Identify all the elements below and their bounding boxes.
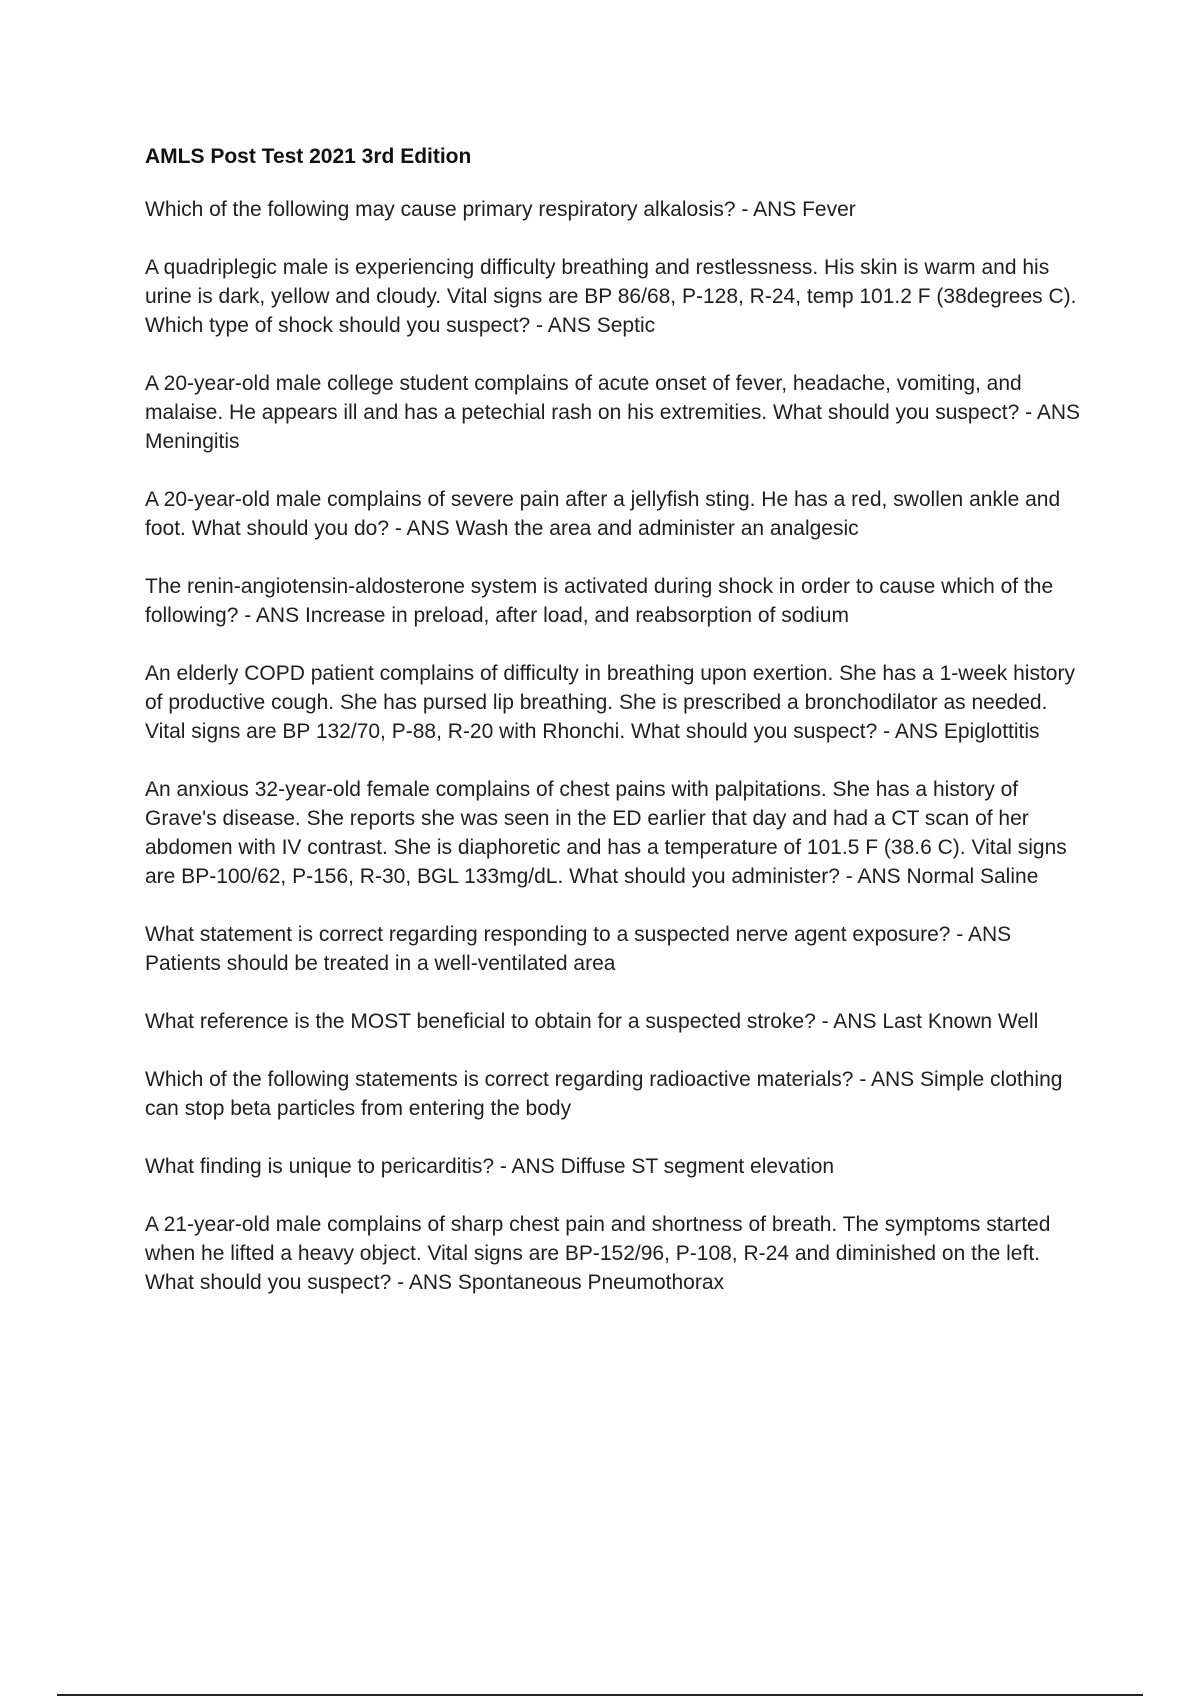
answer-separator: - ANS (877, 720, 944, 743)
question-text: An elderly COPD patient complains of difficulty in breathing upon exertion. She has a 1-week history of productive cough. She has pursed lip breathing. She is prescribed a bronchodilator as needed. Vital signs are BP 132/70, P-88, R-20 with Rhonchi. What should you suspect? (145, 662, 1075, 743)
answer-text: Fever (802, 198, 856, 221)
question-text: A 20-year-old male complains of severe pain after a jellyfish sting. He has a red, swollen ankle and foot. What should you do? (145, 488, 1061, 540)
qa-item (145, 369, 1090, 456)
answer-text: Wash the area and administer an analgesic (455, 517, 859, 540)
qa-item (145, 253, 1090, 340)
qa-item (145, 1152, 1090, 1181)
question-text: What statement is correct regarding responding to a suspected nerve agent exposure? (145, 923, 951, 946)
document-title: AMLS Post Test 2021 3rd Edition (145, 145, 472, 168)
answer-separator: - ANS (853, 1068, 921, 1091)
answer-separator: - ANS (530, 314, 597, 337)
answer-separator: - ANS (389, 517, 456, 540)
answer-separator: - ANS (815, 1010, 883, 1033)
qa-item (145, 1210, 1090, 1297)
qa-item (145, 1065, 1090, 1123)
answer-separator: - ANS (839, 865, 907, 888)
qa-item (145, 659, 1090, 746)
answer-text: Epiglottitis (943, 720, 1040, 743)
page-bottom-divider (57, 1694, 1143, 1696)
qa-item (145, 485, 1090, 543)
answer-separator: - ANS (1019, 401, 1080, 424)
answer-text: Increase in preload, after load, and reabsorption of sodium (304, 604, 849, 627)
answer-text: Patients should be treated in a well-ventilated area (145, 952, 616, 975)
answer-text: Spontaneous Pneumothorax (457, 1271, 725, 1294)
question-text: A 20-year-old male college student complains of acute onset of fever, headache, vomiting, and malaise. He appears ill and has a petechial rash on his extremities. What should you suspect? (145, 372, 1022, 424)
answer-text: Normal Saline (906, 865, 1039, 888)
qa-item (145, 572, 1090, 630)
answer-separator: - ANS (735, 198, 803, 221)
qa-item (145, 920, 1090, 978)
question-text: An anxious 32-year-old female complains of chest pains with palpitations. She has a history of Grave's disease. She reports she was seen in the ED earlier that day and had a CT scan of her abdomen with IV contrast. She is diaphoretic and has a temperature of 101.5 F (38.6 C). Vital signs are BP-100/62, P-156, R-30, BGL 133mg/dL. What should you administer? (145, 778, 1067, 888)
qa-item (145, 195, 1090, 224)
answer-text: Septic (596, 314, 656, 337)
answer-text: Meningitis (145, 430, 240, 453)
answer-separator: - ANS (950, 923, 1012, 946)
document-page (145, 142, 1090, 1326)
question-text: A quadriplegic male is experiencing difficulty breathing and restlessness. His skin is warm and his urine is dark, yellow and cloudy. Vital signs are BP 86/68, P-128, R-24, temp 101.2 F (38degrees C). Which type of shock should you suspect? (145, 256, 1077, 337)
question-text: Which of the following may cause primary respiratory alkalosis? (145, 198, 736, 221)
answer-separator: - ANS (238, 604, 305, 627)
qa-item (145, 775, 1090, 891)
question-text: What finding is unique to pericarditis? (145, 1155, 495, 1178)
answer-text: Simple clothing can stop beta particles from entering the body (145, 1068, 1063, 1120)
answer-separator: - ANS (494, 1155, 561, 1178)
question-text: A 21-year-old male complains of sharp chest pain and shortness of breath. The symptoms started when he lifted a heavy object. Vital signs are BP-152/96, P-108, R-24 and diminished on the left. What should you suspect? (145, 1213, 1051, 1294)
qa-item (145, 1007, 1090, 1036)
answer-text: Diffuse ST segment elevation (560, 1155, 835, 1178)
answer-text: Last Known Well (882, 1010, 1039, 1033)
question-text: The renin-angiotensin-aldosterone system is activated during shock in order to cause which of the following? (145, 575, 1054, 627)
question-text: Which of the following statements is correct regarding radioactive materials? (145, 1068, 854, 1091)
answer-separator: - ANS (391, 1271, 458, 1294)
question-text: What reference is the MOST beneficial to obtain for a suspected stroke? (145, 1010, 816, 1033)
